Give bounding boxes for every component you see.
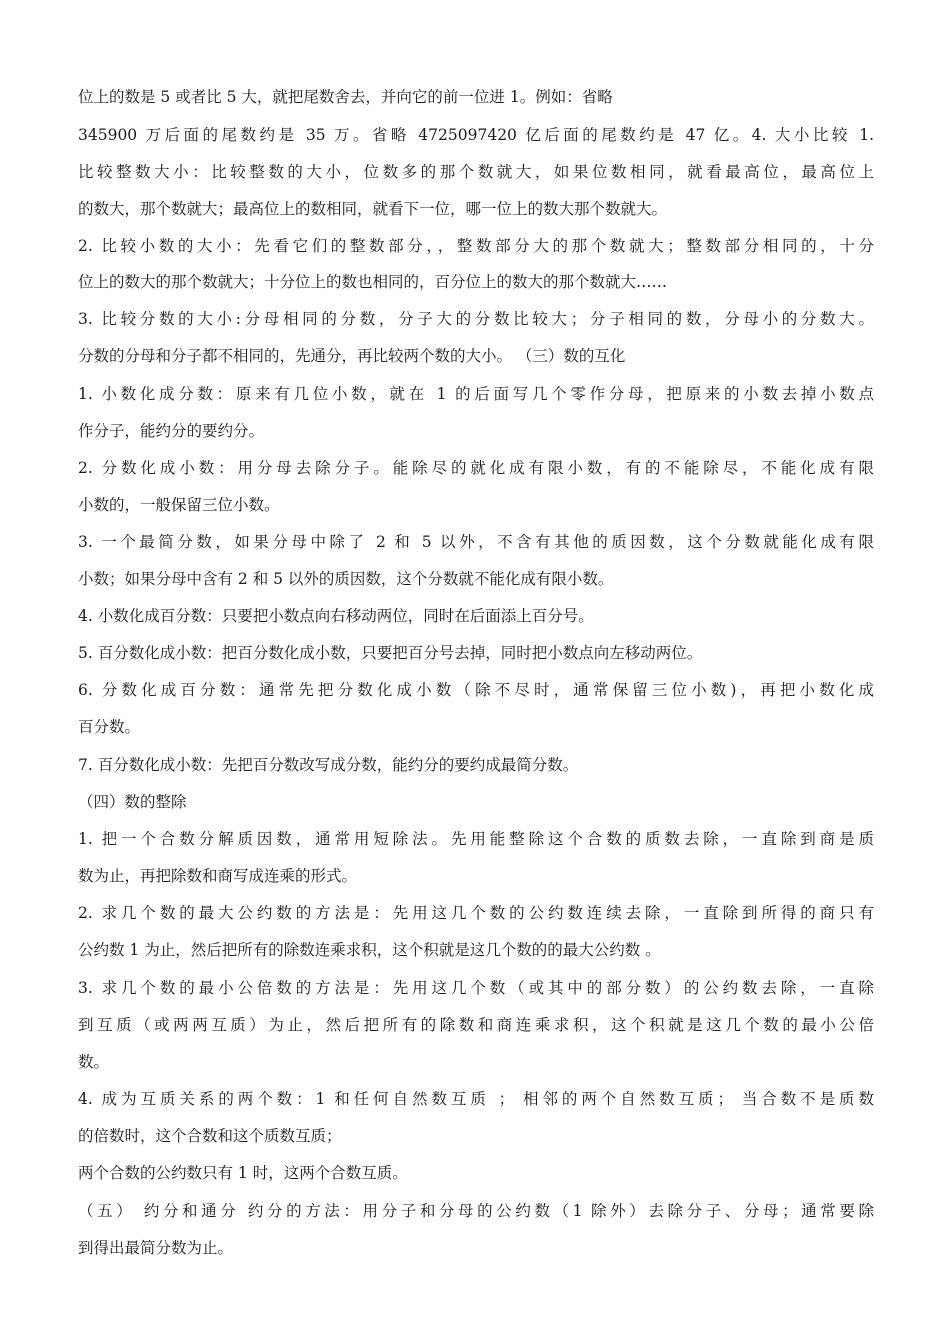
document-page xyxy=(78,0,878,1344)
text-line-28: 4. 成为互质关系的两个数：1 和任何自然数互质 ； 相邻的两个自然数互质； 当合数不是质数 xyxy=(78,1090,874,1108)
text-line-18: 百分数。 xyxy=(78,718,141,736)
text-line-15: 4. 小数化成百分数：只要把小数点向右移动两位，同时在后面添上百分号。 xyxy=(78,607,594,625)
text-line-2: 345900 万后面的尾数约是 35 万。省略 4725097420 亿后面的尾数约是 47 亿。4. 大小比较 1. xyxy=(78,126,874,144)
text-line-29: 的倍数时，这个合数和这个质数互质； xyxy=(78,1127,342,1145)
text-line-19: 7. 百分数化成小数：先把百分数改写成分数，能约分的要约成最简分数。 xyxy=(78,756,579,774)
text-line-27: 数。 xyxy=(78,1053,110,1071)
text-line-31: （五） 约分和通分 约分的方法：用分子和分母的公约数（1 除外）去除分子、分母；通常要除 xyxy=(78,1202,874,1220)
text-line-13: 3. 一个最简分数，如果分母中除了 2 和 5 以外，不含有其他的质因数，这个分数就能化成有限 xyxy=(78,533,874,551)
text-line-23: 2. 求几个数的最大公约数的方法是：先用这几个数的公约数连续去除，一直除到所得的商只有 xyxy=(78,904,874,922)
text-line-17: 6. 分数化成百分数：通常先把分数化成小数（除不尽时，通常保留三位小数)，再把小数化成 xyxy=(78,681,874,699)
text-line-25: 3. 求几个数的最小公倍数的方法是：先用这几个数（或其中的部分数）的公约数去除，一直除 xyxy=(78,979,874,997)
text-line-16: 5. 百分数化成小数：把百分数化成小数，只要把百分号去掉，同时把小数点向左移动两位。 xyxy=(78,644,703,662)
text-line-21: 1. 把一个合数分解质因数，通常用短除法。先用能整除这个合数的质数去除，一直除到商是质 xyxy=(78,830,874,848)
text-line-32: 到得出最简分数为止。 xyxy=(78,1239,234,1257)
text-line-9: 1. 小数化成分数：原来有几位小数，就在 1 的后面写几个零作分母，把原来的小数去掉小数点 xyxy=(78,385,874,403)
text-line-3: 比较整数大小：比较整数的大小，位数多的那个数就大，如果位数相同，就看最高位，最高位上 xyxy=(78,163,874,181)
text-line-6: 位上的数大的那个数就大；十分位上的数也相同的，百分位上的数大的那个数就大…… xyxy=(78,273,668,291)
text-line-5: 2. 比较小数的大小：先看它们的整数部分，，整数部分大的那个数就大；整数部分相同的，十分 xyxy=(78,237,874,255)
text-line-24: 公约数 1 为止，然后把所有的除数连乘求积，这个积就是这几个数的的最大公约数 。 xyxy=(78,941,661,959)
text-line-1: 位上的数是 5 或者比 5 大，就把尾数舍去，并向它的前一位进 1。例如：省略 xyxy=(78,88,613,106)
text-line-30: 两个合数的公约数只有 1 时，这两个合数互质。 xyxy=(78,1164,408,1182)
text-line-26: 到互质（或两两互质）为止，然后把所有的除数和商连乘求积，这个积就是这几个数的最小公倍 xyxy=(78,1016,874,1034)
text-line-11: 2. 分数化成小数：用分母去除分子。能除尽的就化成有限小数，有的不能除尽，不能化成有限 xyxy=(78,459,874,477)
text-line-12: 小数的，一般保留三位小数。 xyxy=(78,496,280,514)
text-line-20: （四）数的整除 xyxy=(78,793,187,811)
text-line-22: 数为止，再把除数和商写成连乘的形式。 xyxy=(78,867,358,885)
text-line-10: 作分子，能约分的要约分。 xyxy=(78,422,265,440)
text-line-4: 的数大，那个数就大；最高位上的数相同，就看下一位，哪一位上的数大那个数就大。 xyxy=(78,200,668,218)
text-line-7: 3. 比较分数的大小:分母相同的分数，分子大的分数比较大；分子相同的数，分母小的分数大。 xyxy=(78,310,874,328)
text-line-14: 小数；如果分母中含有 2 和 5 以外的质因数，这个分数就不能化成有限小数。 xyxy=(78,570,614,588)
text-line-8: 分数的分母和分子都不相同的，先通分，再比较两个数的大小。 （三）数的互化 xyxy=(78,347,626,365)
